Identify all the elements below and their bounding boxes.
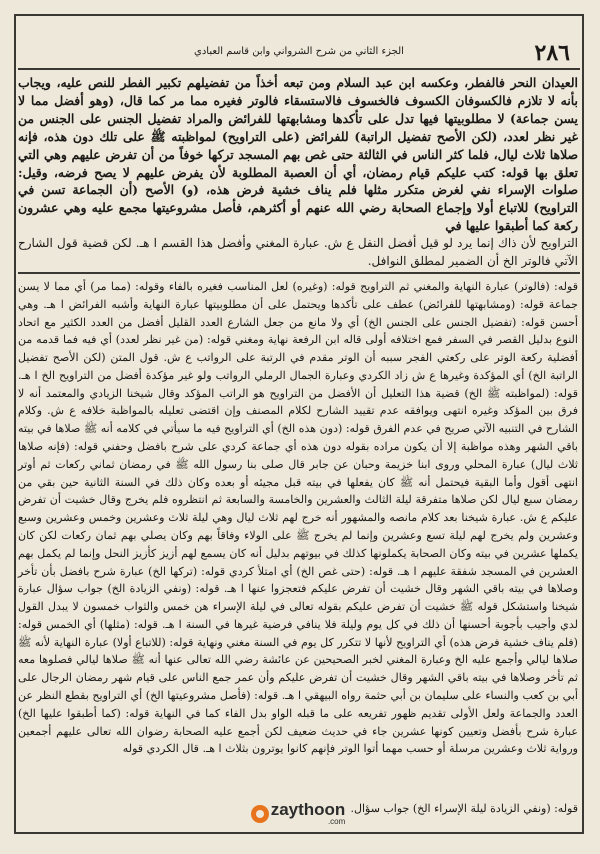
page-header (16, 40, 582, 66)
running-title: الجزء الثاني من شرح الشرواني وابن قاسم العبادي (194, 46, 404, 57)
header-rule (18, 68, 580, 70)
page-number: ٢٨٦ (534, 40, 570, 66)
logo-suffix: .com (327, 817, 346, 826)
watermark-logo (238, 799, 358, 829)
commentary-text: قوله: (فالوتر) عبارة النهاية والمغني ثم التراويح قوله: (وغيره) لعل المناسب فغيره بالفاء وقوله: (مما مر) أي مما لا يسن جماعة قوله: (ومشابهتها للفرائض) عطف على تأكدها ويحتمل على أن مطلوبيتها عبارة النهاية وأشبه الفرائض ا هـ. وهي أحسن قوله: (تفضيل الجنس على الجنس الخ) أي ولا مانع من جعل الشارع العدد القليل أفضل من العدد الكثير مع اتحاد النوع بدليل القصر في السفر فمع اختلافه أولى قاله ابن الرفعة نهاية ومغني قوله: (من غير نظر لعدد) أي فيه فما قدمه من أفضلية ركعة الوتر على ركعتي الفجر سببه أن الوتر مقدم في الرتبة على الرواتب ع ش. قول المتن (لكن الأصح تفضيل الراتبة الخ) أي المؤكدة وغيرها ع ش زاد الكردي وعبارة الجمال الرملي الرواتب ولو غير مؤكدة أفضل من التراويح الخ ا هـ. قوله: (لمواظبته ﷺ الخ) قضية هذا التعليل أن الأفضل من التراويح هو الراتب المؤكد وقال شيخنا الزيادي والمعتمد أنه لا فرق بين المؤكد وغيره انتهى ويوافقه عدم تقييد الشارح لكلام المصنف وإن اقتضى تعليله بالمواظبة خلافه ع ش. وكلام الشارح في التنبيه الآتي صريح في عدم الفرق قوله: (دون هذه الخ) أي التراويح فيه ما سيأتي في كلامه أنه ﷺ صلاها في بيته باقي الشهر وهذه مواظبة إلا أن يكون مراده بقوله دون هذه أي جماعة كردي على شرح بافضل وحفني قوله: (فإنه صلاها ثلاث ليال) عبارة المحلي وروى ابنا خزيمة وحبان عن جابر قال صلى بنا رسول الله ﷺ في رمضان ثماني ركعات ثم أوتر انتهى أقول وأما البقية فيحتمل أنه ﷺ كان يفعلها في بيته قبل مجيئه أو بعده وكان ذلك في السنة الثانية حين بقي من رمضان سبع ليال لكن صلاها متفرقة ليلة الثالث والعشرين والخامسة والسابعة ثم انتظروه فلم يخرج وقال خشيت أن تفرض عليكم ع ش. عبارة شيخنا بعد كلام مانصه والمشهور أنه خرج لهم ثلاث ليال وهي ليلة ثلاث وعشرين وخمس وعشرين وسبع وعشرين ولم يخرج لهم ليلة تسع وعشرين وإنما لم يخرج ﷺ على الولاء وفاقاً بهم وكان يصلي بهم ثمان ركعات لكن كان يكملها عشرين في بيته وكان الصحابة يكملونها كذلك في بيوتهم بدليل أنه كان يسمع لهم أزيز كأزيز النحل وإنما لم يكمل بهم العشرين في المسجد شفقة عليهم ا هـ. قوله: (حتى غص الخ) أي امتلأ كردي قوله: (تركها الخ) عبارة شرح بافضل بأن تأخر وصلاها في بيته باقي الشهر وقال خشيت أن تفرض عليكم فتعجزوا عنها ا هـ. قوله: (ونفي الزيادة الخ) جواب سؤال عبارة شيخنا واستشكل قوله ﷺ خشيت أن تفرض عليكم بقوله تعالى في ليلة الإسراء هن خمس والثواب خمسون لا يبدل القول لدي وأجيب بأجوبة أحسنها أن ذلك في كل يوم وليلة فلا ينافي فرضية غيرها في السنة ا هـ. قوله: (مثلها) أي الخمس قوله: (فلم يناف خشية فرض هذه) أي التراويح لأنها لا تتكرر كل يوم في السنة مغني ونهاية قوله: (للاتباع أولا) عبارة النهاية لأنه ﷺ صلاها ليالي وأجمع عليه الخ وعبارة المغني لخبر الصحيحين عن عائشة رضي الله تعالى عنها أنه ﷺ صلاها ليالي فصلوها معه ثم تأخر وصلاها في بيته باقي الشهر وقال خشيت أن تفرض عليكم وأن عمر جمع الناس على قيام شهر رمضان الرجال على أبي بن كعب والنساء على سليمان بن أبي حثمة رواه البيهقي ا هـ. قوله: (فأصل مشروعيتها الخ) أي التراويح بقطع النظر عن العدد والجماعة ولعل الأولى تقديم ظهور تفريعه على ما قبله الواو بدل الفاء كما في النهاية قوله: (كما أطبقوا عليها الخ) عبارة شرح بأفضل وتعيين كونها عشرين جاء في حديث ضعيف لكن أجمع عليه الصحابة رضوان الله تعالى عليهم أجمعين ورواية ثلاث وعشرين مرسلة أو حسب مهما أتوا الوتر فإنهم كانوا يوترون بثلاث ا هـ. قال الكردي قوله (18, 280, 578, 756)
commentary-top: التراويح لأن ذاك إنما يرد لو قيل أفضل النفل ع ش. عبارة المغني وأفضل هذا القسم ا هـ. لكن قضية قول الشارح الآتي فالوتر الخ أن الضمير لمطلق النوافل. (18, 236, 578, 268)
section-divider (18, 272, 580, 274)
commentary-bottom: قوله: (ونفي الزيادة ليلة الإسراء الخ) جواب سؤال. (350, 802, 578, 815)
logo-brand: zaythoon (270, 800, 346, 819)
main-text: العيدان النحر فالفطر، وعكسه ابن عبد السلام ومن تبعه أخذاً من تفضيلهم تكبير الفطر للنص عليه، ويجاب بأنه لا تلازم فالكسوفان الكسوف فالخسوف فالاستسقاء فالوتر فغيره مما مر كما قال، (وهو أفضل مما لا يسن جماعة) لا مطلوبيتها فيها تدل على تأكدها ومشابهتها للفرائض والمراد تفضيل الجنس على الجنس من غير نظر لعدد، (لكن الأصح تفضيل الراتبة) للفرائض (على التراويح) لمواظبته ﷺ على تلك دون هذه، فإنه صلاها ثلاث ليال، فلما كثر الناس في الثالثة حتى غص بهم المسجد تركها خوفاً من أن تفرض عليهم وهي التي تعلق بها قوله: كتب عليكم قيام رمضان، أي أن العصبة المطلوبة لأن يفرض عليهم لا يصح فرضه، وقيل: صلوات الإسراء نفي لغرض متكرر مثلها فلم يناف خشية فرض هذه، (و) الأصح (أن الجماعة تسن في التراويح) للاتباع أولا وإجماع الصحابة رضي الله عنهم أو أكثرهم، فأصل مشروعيتها مجمع عليه وهي عشرون ركعة كما أطبقوا عليها في (18, 75, 578, 234)
zaythoon-logo-icon (251, 805, 269, 823)
